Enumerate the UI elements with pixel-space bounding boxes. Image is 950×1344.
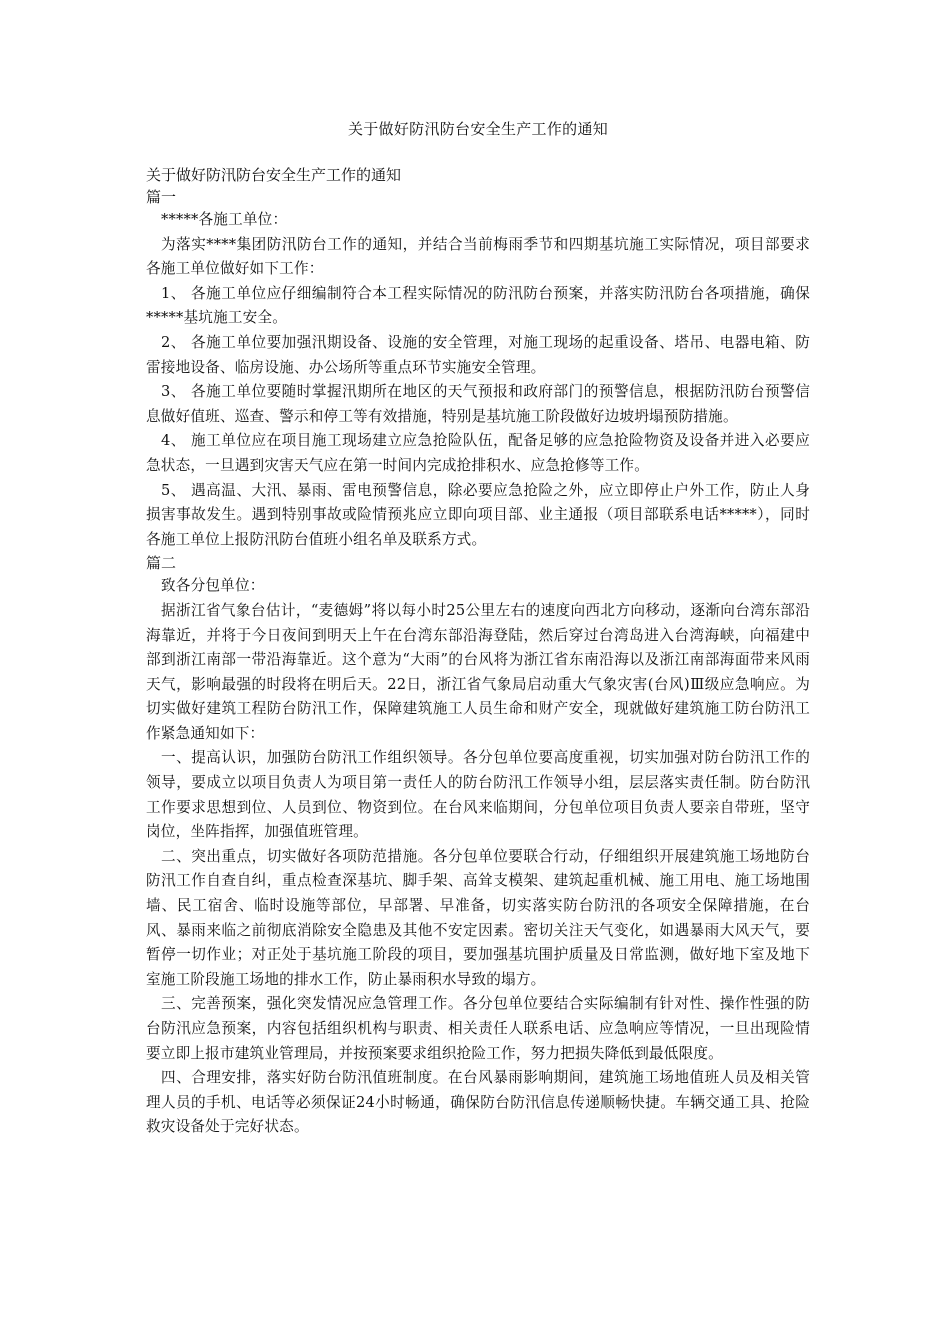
paragraph: 据浙江省气象台估计，“麦德姆”将以每小时25公里左右的速度向西北方向移动，逐渐向台湾东部沿海靠近，并将于今日夜间到明天上午在台湾东部沿海登陆，然后穿过台湾岛进入台湾海峡，向福建中部到浙江南部一带沿海靠近。这个意为“大雨”的台风将为浙江省东南沿海以及浙江南部海面带来风雨天气，影响最强的时段将在明后天。22日，浙江省气象局启动重大气象灾害(台风)Ⅲ级应急响应。为切实做好建筑工程防台防汛工作，保障建筑施工人员生命和财产安全，现就做好建筑施工防台防汛工作紧急通知如下：: [146, 601, 810, 742]
section-label: 篇一: [146, 188, 177, 206]
paragraph: 为落实****集团防汛防台工作的通知，并结合当前梅雨季节和四期基坑施工实际情况，项目部要求各施工单位做好如下工作：: [146, 235, 810, 278]
paragraph: 三、完善预案，强化突发情况应急管理工作。各分包单位要结合实际编制有针对性、操作性强的防台防汛应急预案，内容包括组织机构与职责、相关责任人联系电话、应急响应等情况，一旦出现险情要立即上报市建筑业管理局，并按预案要求组织抢险工作，努力把损失降低到最低限度。: [146, 995, 810, 1062]
document-subtitle: 关于做好防汛防台安全生产工作的通知: [146, 166, 402, 184]
paragraph: 四、合理安排，落实好防台防汛值班制度。在台风暴雨影响期间，建筑施工场地值班人员及相关管理人员的手机、电话等必须保证24小时畅通，确保防台防汛信息传递顺畅快捷。车辆交通工具、抢险救灾设备处于完好状态。: [146, 1069, 810, 1136]
paragraph: 2、 各施工单位要加强汛期设备、设施的安全管理，对施工现场的起重设备、塔吊、电器电箱、防雷接地设备、临房设施、办公场所等重点环节实施安全管理。: [146, 333, 810, 376]
document-title: 关于做好防汛防台安全生产工作的通知: [347, 120, 609, 138]
paragraph: 4、 施工单位应在项目施工现场建立应急抢险队伍，配备足够的应急抢险物资及设备并进入必要应急状态，一旦遇到灾害天气应在第一时间内完成抢排积水、应急抢修等工作。: [146, 432, 810, 474]
section-2: [146, 552, 810, 1140]
paragraph: 1、 各施工单位应仔细编制符合本工程实际情况的防汛防台预案，并落实防汛防台各项措施，确保*****基坑施工安全。: [146, 284, 810, 327]
document-page: [146, 118, 810, 1140]
section-1: [146, 186, 810, 552]
paragraph: 一、提高认识，加强防台防汛工作组织领导。各分包单位要高度重视，切实加强对防台防汛工作的领导，要成立以项目负责人为项目第一责任人的防台防汛工作领导小组，层层落实责任制。防台防汛工作要求思想到位、人员到位、物资到位。在台风来临期间，分包单位项目负责人要亲自带班，坚守岗位，坐阵指挥，加强值班管理。: [146, 749, 810, 841]
salutation: *****各施工单位：: [161, 211, 288, 228]
paragraph: 3、 各施工单位要随时掌握汛期所在地区的天气预报和政府部门的预警信息，根据防汛防台预警信息做好值班、巡查、警示和停工等有效措施，特别是基坑施工阶段做好边坡坍塌预防措施。: [146, 383, 810, 425]
paragraph: 5、 遇高温、大汛、暴雨、雷电预警信息，除必要应急抢险之外，应立即停止户外工作，防止人身损害事故发生。遇到特别事故或险情预兆应立即向项目部、业主通报（项目部联系电话*****），同时各施工单位上报防汛防台值班小组名单及联系方式。: [146, 481, 810, 548]
section-label: 篇二: [146, 554, 177, 573]
salutation: 致各分包单位：: [161, 577, 265, 595]
paragraph: 二、突出重点，切实做好各项防范措施。各分包单位要联合行动，仔细组织开展建筑施工场地防台防汛工作自查自纠，重点检查深基坑、脚手架、高耸支模架、建筑起重机械、施工用电、施工场地围墙、民工宿舍、临时设施等部位，早部署、早准备，切实落实防台防汛的各项安全保障措施，在台风、暴雨来临之前彻底消除安全隐患及其他不安定因素。密切关注天气变化，如遇暴雨大风天气，要暂停一切作业；对正处于基坑施工阶段的项目，要加强基坑围护质量及日常监测，做好地下室及地下室施工阶段施工场地的排水工作，防止暴雨积水导致的塌方。: [146, 847, 810, 988]
